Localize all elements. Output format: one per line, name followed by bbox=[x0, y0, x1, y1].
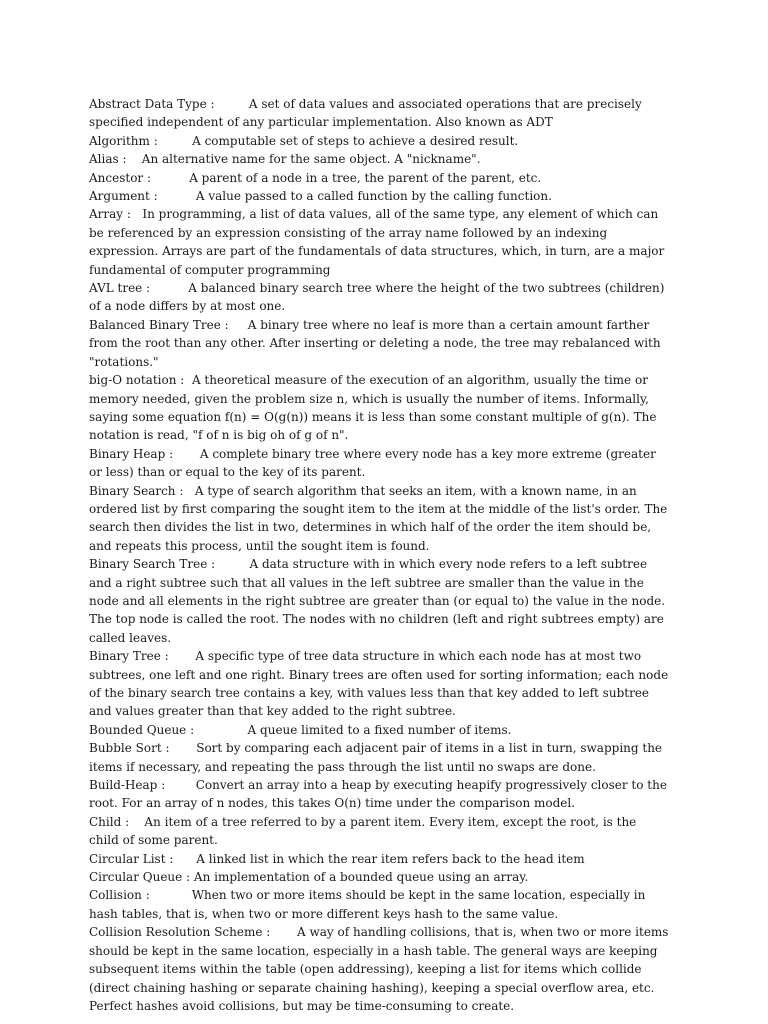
entry-definition: A complete binary tree where every node has a key more extreme (greater or less) than or equal to the key of its parent. bbox=[89, 446, 656, 480]
glossary-entry bbox=[89, 371, 669, 445]
entry-definition: An implementation of a bounded queue using an array. bbox=[193, 870, 529, 885]
entry-term: Ancestor bbox=[89, 170, 144, 185]
entry-term: Bubble Sort bbox=[89, 741, 162, 756]
entry-definition: A data structure with in which every node refers to a left subtree and a right subtree such that all values in the left subtree are smaller than the value in the node and all elements in the right subtree are greater than (or equal to) the value in the node. The top node is called the root. The nodes with no children (left and right subtrees empty) are called leaves. bbox=[89, 557, 666, 645]
entry-separator: : bbox=[220, 317, 248, 332]
entry-term: Array bbox=[89, 207, 124, 222]
glossary-entry bbox=[89, 555, 669, 647]
entry-separator: : bbox=[207, 557, 250, 572]
entry-definition: In programming, a list of data values, all of the same type, any element of which can be referenced by an expression consisting of the array name followed by an indexing expression. Arrays are part of the fundamentals of data structures, which, in turn, are a major fundamental of computer programming bbox=[89, 207, 665, 277]
glossary-entry bbox=[89, 923, 669, 1015]
glossary-entry bbox=[89, 205, 669, 279]
glossary-entry bbox=[89, 316, 669, 371]
entry-separator: : bbox=[142, 281, 189, 296]
entry-definition: A theoretical measure of the execution of an algorithm, usually the time or memory needed, given the problem size n, which is usually the number of items. Informally, saying some equation f(n) = O(g(n)) means it is less than some constant multiple of g(n). The notation is read, "f of n is big oh of g of n". bbox=[89, 373, 657, 443]
entry-definition: A value passed to a called function by the calling function. bbox=[195, 189, 552, 204]
glossary-entry bbox=[89, 132, 669, 150]
entry-term: Bounded Queue bbox=[89, 722, 187, 737]
entry-term: Circular Queue bbox=[89, 870, 183, 885]
entry-term: Binary Search Tree bbox=[89, 557, 208, 572]
entry-separator: : bbox=[175, 483, 195, 498]
glossary-entry bbox=[89, 95, 669, 132]
glossary-entry bbox=[89, 445, 669, 482]
glossary-entry bbox=[89, 150, 669, 168]
glossary-entry bbox=[89, 482, 669, 556]
entry-term: Circular List bbox=[89, 851, 166, 866]
entry-definition: A parent of a node in a tree, the parent of the parent, etc. bbox=[189, 170, 542, 185]
entry-separator: : bbox=[176, 373, 192, 388]
entry-term: Collision bbox=[89, 888, 142, 903]
entry-separator: : bbox=[123, 207, 143, 222]
glossary-entry bbox=[89, 169, 669, 187]
entry-separator: : bbox=[186, 722, 248, 737]
entry-term: Algorithm bbox=[89, 133, 150, 148]
glossary-entry bbox=[89, 813, 669, 850]
entry-definition: A type of search algorithm that seeks an item, with a known name, in an ordered list by first comparing the sought item to the item at the middle of the list's order. The search then divides the list in two, determines in which half of the order the item should be, and repeats this process, until the sought item is found. bbox=[89, 483, 668, 553]
entry-definition: A balanced binary search tree where the height of the two subtrees (children) of a node differs by at most one. bbox=[89, 281, 665, 314]
entry-definition: An item of a tree referred to by a parent item. Every item, except the root, is the child of some parent. bbox=[89, 814, 637, 848]
entry-term: AVL tree bbox=[89, 281, 143, 296]
entry-definition: An alternative name for the same object. A "nickname". bbox=[141, 152, 481, 167]
glossary-entry bbox=[89, 886, 669, 923]
entry-term: Child bbox=[89, 814, 122, 829]
entry-definition: A queue limited to a fixed number of items. bbox=[247, 722, 512, 737]
entry-definition: A linked list in which the rear item refers back to the head item bbox=[196, 851, 585, 866]
entry-term: Collision Resolution Scheme bbox=[89, 925, 263, 940]
entry-definition: When two or more items should be kept in the same location, especially in hash tables, that is, when two or more different keys hash to the same value. bbox=[89, 888, 646, 921]
entry-separator: : bbox=[161, 741, 197, 756]
glossary-entry bbox=[89, 187, 669, 205]
entry-term: Abstract Data Type bbox=[89, 97, 207, 111]
entry-term: Build-Heap bbox=[89, 778, 158, 793]
entry-term: Alias bbox=[89, 152, 119, 167]
entry-term: Argument bbox=[89, 189, 150, 204]
entry-definition: A way of handling collisions, that is, when two or more items should be kept in the same location, especially in a hash table. The general ways are keeping subsequent items within the table (open addressing), keeping a list for items which collide (direct chaining hashing or separate chaining hashing), keeping a special overflow area, etc. Perfect hashes avoid collisions, but may be time-consuming to create. bbox=[89, 925, 669, 1013]
entry-separator: : bbox=[149, 133, 193, 148]
entry-term: Binary Heap bbox=[89, 446, 166, 461]
entry-separator: : bbox=[149, 189, 196, 204]
glossary-entry bbox=[89, 279, 669, 316]
entry-separator: : bbox=[165, 851, 197, 866]
glossary-entry bbox=[89, 739, 669, 776]
glossary-entry bbox=[89, 776, 669, 813]
entry-term: Binary Search bbox=[89, 483, 176, 498]
entry-separator: : bbox=[141, 888, 192, 903]
glossary bbox=[89, 95, 669, 1015]
entry-separator: : bbox=[160, 649, 196, 664]
entry-separator: : bbox=[157, 778, 196, 793]
entry-separator: : bbox=[206, 97, 249, 111]
entry-definition: A computable set of steps to achieve a desired result. bbox=[192, 133, 519, 148]
entry-definition: A specific type of tree data structure in which each node has at most two subtrees, one left and one right. Binary trees are often used for sorting information; each node of the binary search tree contains a key, with values less than that key added to left subtree and values greater than that key added to the right subtree. bbox=[89, 649, 669, 719]
glossary-entry bbox=[89, 647, 669, 721]
entry-term: Binary Tree bbox=[89, 649, 161, 664]
entry-separator: : bbox=[143, 170, 190, 185]
glossary-entry bbox=[89, 868, 669, 886]
entry-definition: A binary tree where no leaf is more than a certain amount farther from the root than any other. After inserting or deleting a node, the tree may rebalanced with "rotations." bbox=[89, 317, 661, 369]
glossary-entry bbox=[89, 721, 669, 739]
entry-definition: A set of data values and associated operations that are precisely specified independent of any particular implementation. Also known as ADT bbox=[89, 97, 642, 130]
entry-separator: : bbox=[182, 870, 194, 885]
entry-separator: : bbox=[262, 925, 298, 940]
entry-term: Balanced Binary Tree bbox=[89, 317, 221, 332]
entry-term: big-O notation bbox=[89, 373, 177, 388]
entry-definition: Convert an array into a heap by executing heapify progressively closer to the root. For an array of n nodes, this takes O(n) time under the comparison model. bbox=[89, 778, 667, 811]
entry-separator: : bbox=[118, 152, 142, 167]
glossary-entry bbox=[89, 850, 669, 868]
entry-definition: Sort by comparing each adjacent pair of items in a list in turn, swapping the items if necessary, and repeating the pass through the list until no swaps are done. bbox=[89, 741, 663, 774]
entry-separator: : bbox=[165, 446, 200, 461]
entry-separator: : bbox=[121, 814, 145, 829]
